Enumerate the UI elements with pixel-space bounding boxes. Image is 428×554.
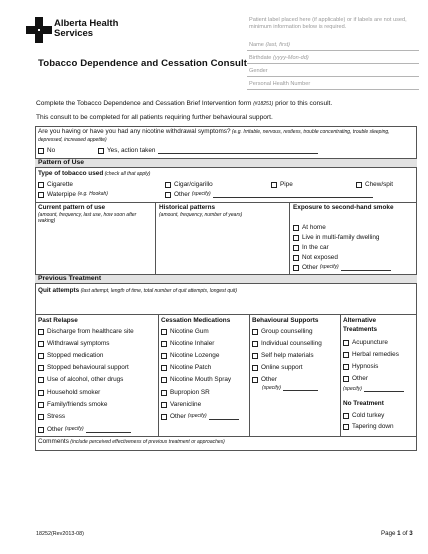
relapse-item[interactable]	[38, 352, 104, 359]
page-text: of	[400, 530, 410, 537]
intro-text: prior to this consult.	[273, 100, 333, 107]
field-hint: (last, first)	[265, 42, 291, 48]
action-taken-input[interactable]	[158, 148, 318, 154]
question-text: Are you having or have you had any nicotine withdrawal symptoms?	[38, 128, 231, 135]
type-pipe[interactable]	[271, 181, 293, 188]
option-label: Cold turkey	[352, 412, 385, 419]
checkbox[interactable]	[293, 265, 299, 271]
exposure-not-exposed[interactable]	[293, 254, 338, 261]
checkbox[interactable]	[165, 182, 171, 188]
option-label: Not exposed	[302, 254, 338, 261]
current-pattern-hint: (amount, frequency, last use, how soon after waking)	[38, 212, 137, 225]
option-label: Cigarette	[47, 181, 73, 188]
checkbox[interactable]	[161, 341, 167, 347]
checkbox[interactable]	[165, 192, 171, 198]
medication-item[interactable]	[161, 364, 211, 371]
checkbox[interactable]	[252, 365, 258, 371]
medication-item[interactable]	[161, 389, 210, 396]
divider	[35, 436, 417, 437]
option-label: Acupuncture	[352, 339, 388, 346]
pattern-header: Pattern of Use	[38, 159, 85, 166]
comments-label	[38, 438, 225, 446]
checkbox[interactable]	[98, 148, 104, 154]
page-number	[381, 530, 413, 537]
checkbox[interactable]	[161, 390, 167, 396]
field-hint: (yyyy-Mon-dd)	[272, 55, 309, 61]
option-label: Online support	[261, 364, 303, 371]
option-label: No	[47, 147, 56, 154]
checkbox[interactable]	[271, 182, 277, 188]
field-label: Birthdate	[249, 55, 273, 61]
logo-line-1: Alberta Health	[54, 18, 119, 29]
no-treatment-item[interactable]	[343, 412, 384, 419]
label-hint: (last attempt, length of time, total number of quit attempts, longest quit)	[79, 288, 238, 294]
form-title: Tobacco Dependence and Cessation Consult	[38, 58, 248, 69]
option-hint: (specify)	[187, 413, 207, 420]
relapse-item[interactable]	[38, 401, 107, 408]
divider	[155, 202, 156, 274]
behavioural-item[interactable]	[252, 352, 314, 359]
page-text: Page	[381, 530, 398, 537]
checkbox[interactable]	[38, 192, 44, 198]
intro-line-2: This consult to be completed for all patients requiring further behavioural support.	[36, 114, 273, 121]
option-label: Nicotine Inhaler	[170, 340, 215, 347]
previous-header: Previous Treatment	[38, 275, 102, 282]
checkbox[interactable]	[38, 427, 44, 433]
pattern-header-bar	[35, 158, 417, 168]
option-label: Discharge from healthcare site	[47, 328, 134, 335]
option-label: Nicotine Lozenge	[170, 352, 220, 359]
option-label: Herbal remedies	[352, 351, 399, 358]
option-label: Family/friends smoke	[47, 401, 108, 408]
option-hint: (e.g. Hookah)	[77, 191, 108, 198]
option-label: Stopped medication	[47, 352, 104, 359]
option-label: Household smoker	[47, 389, 101, 396]
divider	[35, 202, 417, 203]
checkbox[interactable]	[343, 364, 349, 370]
divider	[249, 314, 250, 436]
type-other-input[interactable]	[213, 192, 373, 198]
option-hint: (specify)	[343, 386, 362, 392]
alternative-item[interactable]	[343, 351, 399, 358]
option-label: Other	[174, 191, 190, 198]
exposure-home[interactable]	[293, 224, 326, 231]
option-label: Other	[352, 375, 368, 382]
option-label: Other	[47, 426, 63, 433]
checkbox[interactable]	[161, 353, 167, 359]
option-label: At home	[302, 224, 326, 231]
logo-line-2: Services	[54, 28, 94, 39]
alternative-other[interactable]	[343, 375, 368, 382]
option-hint: (specify)	[262, 385, 281, 391]
checkbox[interactable]	[343, 424, 349, 430]
label-hint: (check all that apply)	[103, 171, 151, 177]
checkbox[interactable]	[252, 377, 258, 383]
option-label: Withdrawal symptoms	[47, 340, 110, 347]
alternative-other-specify	[343, 386, 404, 392]
checkbox[interactable]	[38, 365, 44, 371]
checkbox[interactable]	[38, 353, 44, 359]
quit-attempts-label	[38, 287, 237, 295]
option-label: Self help materials	[261, 352, 314, 359]
label-text: Comments	[38, 438, 69, 445]
option-label: Yes, action taken	[107, 147, 156, 154]
checkbox[interactable]	[161, 377, 167, 383]
historical-pattern-label: Historical patterns	[159, 204, 216, 211]
page-total: 3	[409, 530, 413, 537]
medication-item[interactable]	[161, 340, 214, 347]
relapse-item[interactable]	[38, 413, 65, 420]
alternative-header-2: Treatments	[343, 326, 378, 333]
behavioural-header: Behavioural Supports	[252, 317, 319, 324]
checkbox[interactable]	[38, 341, 44, 347]
alternative-header-1: Alternative	[343, 317, 377, 324]
option-label: Stress	[47, 413, 66, 420]
option-label: Waterpipe	[47, 191, 76, 198]
checkbox[interactable]	[343, 376, 349, 382]
behavioural-other[interactable]	[252, 376, 277, 383]
option-label: Use of alcohol, other drugs	[47, 376, 124, 383]
divider	[340, 314, 341, 436]
divider	[35, 314, 417, 315]
divider	[158, 314, 159, 436]
intro-text: Complete the Tobacco Dependence and Cessation Brief Intervention form	[36, 100, 254, 107]
option-label: Cigar/cigarillo	[174, 181, 213, 188]
label-hint: (include perceived effectiveness of previous treatment or approaches)	[68, 439, 225, 445]
checkbox[interactable]	[343, 413, 349, 419]
option-label: Individual counselling	[261, 340, 322, 347]
ahs-logo-icon	[26, 17, 52, 43]
patient-label-note: Patient label placed here (if applicable) or if labels are not used, minimum information below is required.	[249, 17, 407, 30]
label-text: Quit attempts	[38, 287, 80, 294]
checkbox[interactable]	[38, 329, 44, 335]
option-hint: (specify)	[64, 426, 84, 433]
checkbox[interactable]	[38, 414, 44, 420]
checkbox[interactable]	[293, 245, 299, 251]
option-label: Group counselling	[261, 328, 313, 335]
type-cigar[interactable]	[165, 181, 213, 188]
field-label: Personal Health Number	[249, 81, 311, 87]
checkbox[interactable]	[356, 182, 362, 188]
option-label: Bupropion SR	[170, 389, 210, 396]
option-label: In the car	[302, 244, 329, 251]
withdrawal-no-option[interactable]	[38, 147, 55, 154]
form-code-ref: (#18251)	[253, 101, 274, 107]
option-label: Chew/spit	[365, 181, 394, 188]
type-other[interactable]	[165, 191, 373, 198]
option-label: Hypnosis	[352, 363, 379, 370]
page-current: 1	[397, 530, 401, 537]
checkbox[interactable]	[293, 255, 299, 261]
relapse-header: Past Relapse	[38, 317, 78, 324]
checkbox[interactable]	[38, 402, 44, 408]
type-cigarette[interactable]	[38, 181, 73, 188]
checkbox[interactable]	[161, 329, 167, 335]
option-label: Nicotine Patch	[170, 364, 212, 371]
divider	[289, 202, 290, 274]
option-hint: (specify)	[191, 191, 211, 198]
option-label: Other	[170, 413, 186, 420]
behavioural-item[interactable]	[252, 340, 322, 347]
option-label: Varenicline	[170, 401, 202, 408]
medication-other[interactable]	[161, 413, 239, 420]
checkbox[interactable]	[252, 353, 258, 359]
intro-line-1	[36, 100, 332, 108]
no-treatment-header: No Treatment	[343, 400, 384, 407]
patient-birthdate-field[interactable]	[247, 52, 419, 64]
question-examples: (e.g. Irritable, nervous, restless, trouble concentrating, trouble sleeping, depressed, increased appetite)	[38, 129, 390, 143]
option-label: Live in multi-family dwelling	[302, 234, 380, 241]
no-treatment-item[interactable]	[343, 423, 394, 430]
current-pattern-label: Current pattern of use	[38, 204, 106, 211]
checkbox[interactable]	[161, 414, 167, 420]
relapse-item[interactable]	[38, 364, 129, 371]
checkbox[interactable]	[38, 182, 44, 188]
relapse-item[interactable]	[38, 389, 100, 396]
patient-name-field[interactable]	[247, 39, 419, 51]
behavioural-other-input[interactable]	[283, 385, 318, 391]
checkbox[interactable]	[161, 365, 167, 371]
medication-item[interactable]	[161, 328, 209, 335]
checkbox[interactable]	[293, 225, 299, 231]
medication-item[interactable]	[161, 401, 201, 408]
relapse-item[interactable]	[38, 328, 134, 335]
medication-item[interactable]	[161, 352, 219, 359]
behavioural-item[interactable]	[252, 364, 303, 371]
patient-gender-field[interactable]	[247, 65, 419, 77]
field-label: Name	[249, 42, 266, 48]
form-code: 18252(Rev2013-08)	[36, 531, 84, 537]
exposure-other[interactable]	[293, 264, 391, 271]
checkbox[interactable]	[343, 340, 349, 346]
type-chew[interactable]	[356, 181, 393, 188]
checkbox[interactable]	[38, 390, 44, 396]
exposure-other-input[interactable]	[341, 265, 391, 271]
option-label: Other	[302, 264, 318, 271]
medication-other-input[interactable]	[209, 414, 239, 420]
alternative-item[interactable]	[343, 339, 388, 346]
medications-header: Cessation Medications	[161, 317, 231, 324]
patient-phn-field[interactable]	[247, 78, 419, 90]
withdrawal-yes-option[interactable]	[98, 147, 318, 154]
exposure-label: Exposure to second-hand smoke	[293, 204, 394, 211]
exposure-multi-family[interactable]	[293, 234, 379, 241]
option-label: Pipe	[280, 181, 293, 188]
checkbox[interactable]	[293, 235, 299, 241]
ahs-logo-text	[54, 19, 118, 39]
checkbox[interactable]	[252, 329, 258, 335]
label-text: Type of tobacco used	[38, 170, 104, 177]
relapse-other-input[interactable]	[86, 427, 131, 433]
relapse-item[interactable]	[38, 340, 110, 347]
relapse-other[interactable]	[38, 426, 131, 433]
alternative-item[interactable]	[343, 363, 378, 370]
option-label: Stopped behavioural support	[47, 364, 129, 371]
checkbox[interactable]	[252, 341, 258, 347]
option-label: Nicotine Gum	[170, 328, 209, 335]
option-hint: (specify)	[319, 264, 339, 271]
option-label: Nicotine Mouth Spray	[170, 376, 232, 383]
type-waterpipe[interactable]	[38, 191, 108, 198]
checkbox[interactable]	[38, 148, 44, 154]
checkbox[interactable]	[343, 352, 349, 358]
exposure-car[interactable]	[293, 244, 329, 251]
medication-item[interactable]	[161, 376, 231, 383]
field-label: Gender	[249, 68, 268, 74]
option-label: Tapering down	[352, 423, 394, 430]
behavioural-other-specify	[262, 385, 318, 391]
option-label: Other	[261, 376, 277, 383]
behavioural-item[interactable]	[252, 328, 313, 335]
tobacco-type-label	[38, 170, 150, 178]
relapse-item[interactable]	[38, 376, 123, 383]
historical-pattern-hint: (amount, frequency, number of years)	[159, 212, 243, 218]
checkbox[interactable]	[38, 377, 44, 383]
alternative-other-input[interactable]	[364, 386, 404, 392]
withdrawal-question	[38, 128, 414, 143]
checkbox[interactable]	[161, 402, 167, 408]
